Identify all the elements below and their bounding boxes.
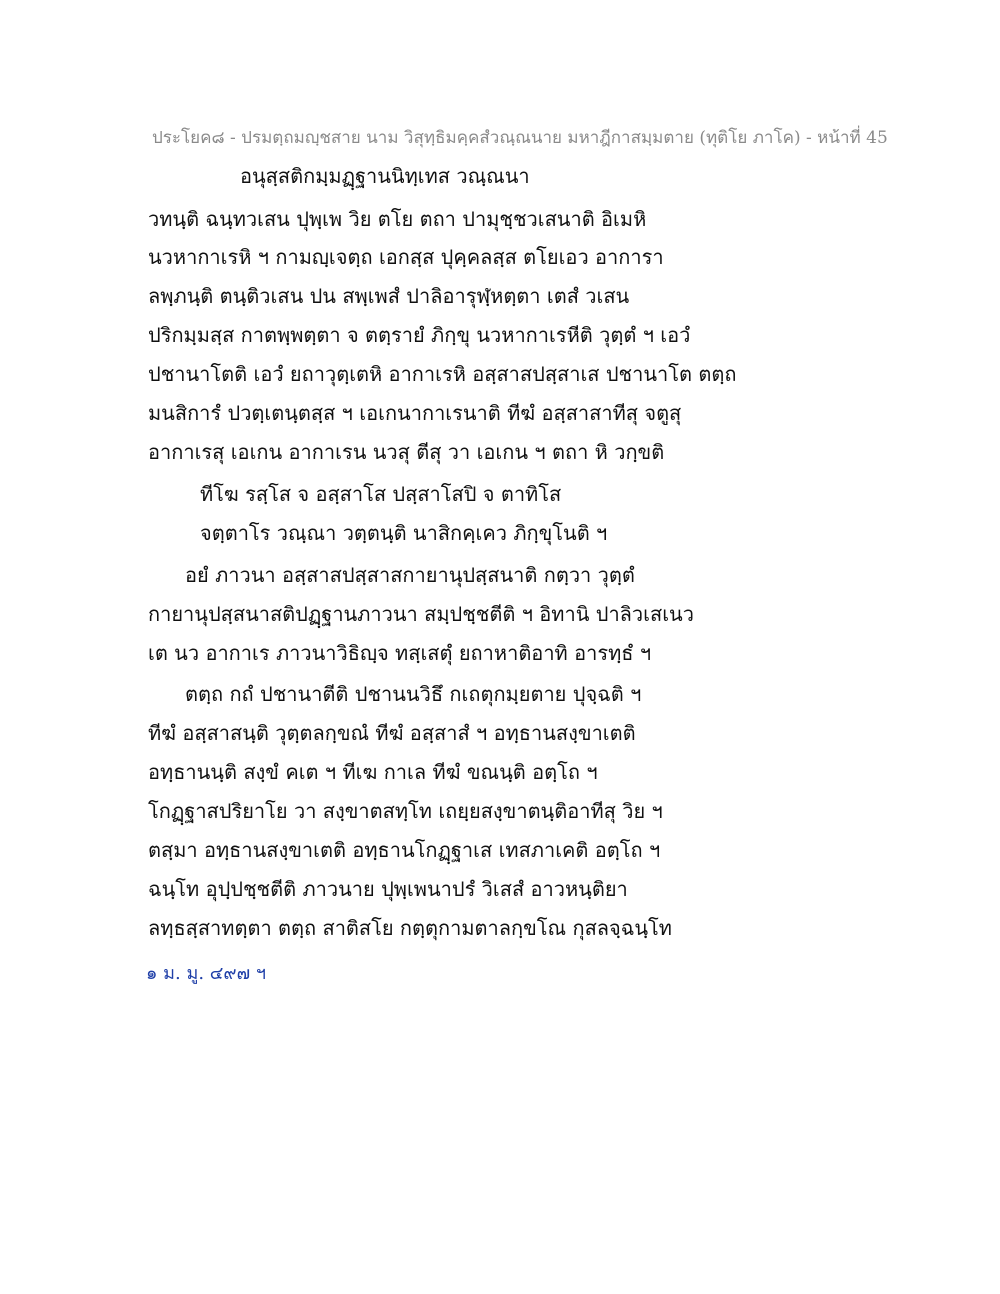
section-title: อนุสฺสติกมฺมฏฺฐานนิทฺเทส วณฺณนา bbox=[240, 164, 530, 188]
text-line: ตตฺถ กถํ ปชานาตีติ ปชานนวิธึ กเถตุกมฺยตาย ปุจฺฉติ ฯ bbox=[185, 682, 642, 706]
text-line: นวหากาเรหิ ฯ กามญฺเจตฺถ เอกสฺส ปุคฺคลสฺส ตโยเอว อาการา bbox=[148, 245, 664, 269]
text-line: ตสฺมา อทฺธานสงฺขาเตติ อทฺธานโกฏฺฐาเส เทสภาเคติ อตฺโถ ฯ bbox=[148, 838, 661, 862]
page-header: ประโยค๘ - ปรมตฺถมญฺชสาย นาม วิสุทฺธิมคฺคสํวณฺณนาย มหาฎีกาสมฺมตาย (ทุติโย ภาโค) - หน้าที่ 45 bbox=[152, 128, 888, 148]
text-line: ปชานาโตติ เอวํ ยถาวุตฺเตหิ อากาเรหิ อสฺสาสปสฺสาเส ปชานาโต ตตฺถ bbox=[148, 362, 737, 386]
text-line: ทีฆํ อสฺสาสนฺติ วุตฺตลกฺขณํ ทีฆํ อสฺสาสํ ฯ อทฺธานสงฺขาเตติ bbox=[148, 721, 636, 745]
text-line: เต นว อากาเร ภาวนาวิธิญฺจ ทสฺเสตุํ ยถาหาติอาทิ อารทฺธํ ฯ bbox=[148, 641, 652, 665]
text-line: มนสิการํ ปวตฺเตนฺตสฺส ฯ เอเกนากาเรนาติ ทีฆํ อสฺสาสาทีสุ จตูสุ bbox=[148, 401, 682, 425]
text-line: ฉนฺโท อุปฺปชฺชตีติ ภาวนาย ปุพฺเพนาปรํ วิเสสํ อาวหนฺติยา bbox=[148, 877, 628, 901]
text-line: กายานุปสฺสนาสติปฏฺฐานภาวนา สมฺปชฺชตีติ ฯ อิทานิ ปาลิวเสเนว bbox=[148, 602, 694, 626]
text-line: อทฺธานนฺติ สงฺขํ คเต ฯ ทีเฆ กาเล ทีฆํ ขณนฺติ อตฺโถ ฯ bbox=[148, 760, 598, 784]
text-line: ลพฺภนฺติ ตนฺติวเสน ปน สพฺเพสํ ปาลิอารุฬฺหตฺตา เตสํ วเสน bbox=[148, 284, 630, 308]
verse-line: จตฺตาโร วณฺณา วตฺตนฺติ นาสิกคฺเคว ภิกฺขุโนติ ฯ bbox=[200, 521, 608, 545]
verse-line: ทีโฆ รสฺโส จ อสฺสาโส ปสฺสาโสปิ จ ตาทิโส bbox=[200, 482, 562, 506]
text-line: อากาเรสุ เอเกน อากาเรน นวสุ ตีสุ วา เอเกน ฯ ตถา หิ วกฺขติ bbox=[148, 440, 665, 464]
text-line: อยํ ภาวนา อสฺสาสปสฺสาสกายานุปสฺสนาติ กตฺวา วุตฺตํ bbox=[185, 563, 635, 587]
text-line: ลทฺธสฺสาทตฺตา ตตฺถ สาติสโย กตฺตุกามตาลกฺขโณ กุสลจฺฉนฺโท bbox=[148, 916, 672, 940]
text-line: วทนฺติ ฉนฺทวเสน ปุพฺเพ วิย ตโย ตถา ปามุชฺชวเสนาติ อิเมหิ bbox=[148, 207, 647, 231]
text-line: ปริกมฺมสฺส กาตพฺพตฺตา จ ตตฺรายํ ภิกฺขุ นวหากาเรหีติ วุตฺตํ ฯ เอวํ bbox=[148, 323, 691, 347]
text-line: โกฏฺฐาสปริยาโย วา สงฺขาตสทฺโท เถยฺยสงฺขาตนฺติอาทีสุ วิย ฯ bbox=[148, 799, 663, 823]
footnote: ๑ ม. มู. ๔๙๗ ฯ bbox=[146, 963, 266, 984]
